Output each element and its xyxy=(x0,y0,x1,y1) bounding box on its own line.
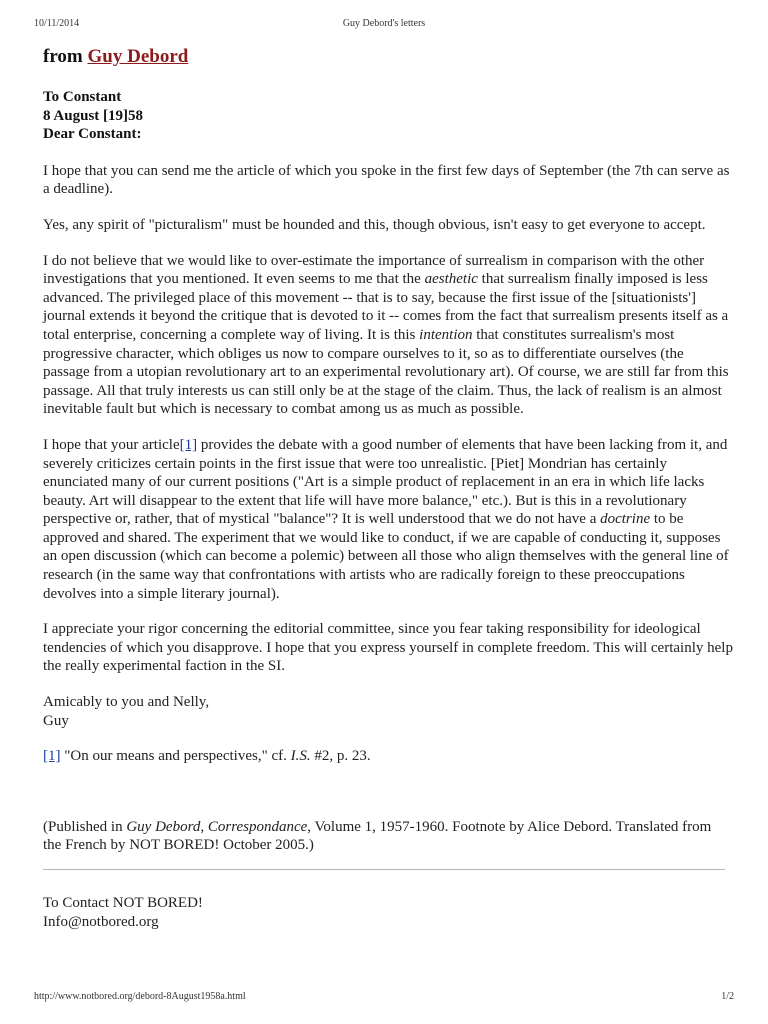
paragraph-3 xyxy=(43,252,733,419)
paragraph-4 xyxy=(43,436,733,603)
letter-content xyxy=(43,46,733,932)
emphasis-author: Guy Debord xyxy=(126,818,201,835)
emphasis-book-title: Correspondance xyxy=(207,818,308,835)
footnote xyxy=(43,747,733,766)
text-run: (Published in xyxy=(43,818,127,835)
print-url: http://www.notbored.org/debord-8August1958a.html xyxy=(34,991,246,1002)
closing-line: Amicably to you and Nelly, xyxy=(43,694,210,711)
emphasis-aesthetic: aesthetic xyxy=(424,271,478,288)
divider xyxy=(43,869,725,870)
text-run: to be approved and shared. The experiment that we would like to conduct, if we are capable of conducting it, supposes an open discussion (which can become a polemic) between all those who align themselves with the general line of research (in the same way that confrontations with artists who are radically foreign to these preoccupations devolves into a simple literary journal). xyxy=(43,511,729,602)
letter-address xyxy=(43,88,733,144)
author-link[interactable]: Guy Debord xyxy=(87,46,189,67)
paragraph-2: Yes, any spirit of "picturalism" must be hounded and this, though obvious, isn't easy to get everyone to accept. xyxy=(43,216,706,233)
text-run: that surrealism finally imposed is less advanced. The privileged place of this movement -- that is to say, because the first issue of the [situationists'] journal extends it beyond the critique that is devoted to it -- comes from the fact that surrealism presents itself as a total enterprise, concerning a complete way of living. It is this xyxy=(43,271,729,343)
page-number: 1/2 xyxy=(721,991,734,1002)
contact-email: Info@notbored.org xyxy=(43,914,159,930)
text-run: I hope that your article xyxy=(43,436,180,453)
text-run: provides the debate with a good number of elements that have been lacking from it, and severely criticizes certain points in the first issue that were too unrealistic. [Piet] Mondrian has certainly enunciated many of our current positions ("Art is a simple product of replacement in an era in which life lacks beauty. Art will disappear to the extent that life will have more balance," etc.). But is this in a revolutionary perspective or, rather, that of mystical "balance"? It is well understood that we do not have a xyxy=(43,436,728,528)
print-date: 10/11/2014 xyxy=(34,18,80,29)
letter-closing xyxy=(43,693,733,730)
publication-note xyxy=(43,818,733,855)
paragraph-1: I hope that you can send me the article of which you spoke in the first few days of September (the 7th can serve as a deadline). xyxy=(43,162,730,198)
text-run: , Volume 1, 1957-1960. Footnote by Alice Debord. Translated from the French by NOT BORED! October 2005.) xyxy=(43,818,712,854)
emphasis-is: I.S. xyxy=(290,748,311,765)
footnote-ref-link[interactable]: [1] xyxy=(179,436,198,453)
salutation: Dear Constant: xyxy=(43,126,142,143)
footnote-back-link[interactable]: [1] xyxy=(43,748,61,765)
paragraph-5: I appreciate your rigor concerning the editorial committee, since you fear taking responsibility for ideological tendencies of which you disapprove. I hope that you express yourself in complete freedom. This will certainly help the really experimental faction in the SI. xyxy=(43,621,733,675)
text-run: "On our means and perspectives," cf. xyxy=(60,748,291,765)
text-run: I do not believe that we would like to over-estimate the importance of surrealism in comparison with the other investigations that you mentioned. It even seems to me that the xyxy=(43,252,705,288)
contact-heading: To Contact NOT BORED! xyxy=(43,895,203,911)
text-run: #2, p. 23. xyxy=(310,748,371,765)
letter-date: 8 August [19]58 xyxy=(43,107,144,124)
emphasis-doctrine: doctrine xyxy=(600,511,651,528)
contact-block xyxy=(43,894,733,932)
print-title: Guy Debord's letters xyxy=(342,18,426,29)
signature: Guy xyxy=(43,712,69,729)
recipient: To Constant xyxy=(43,89,122,105)
text-run: that constitutes surrealism's most progressive character, which obliges us now to compare ourselves to it, so as to differentiate ourselves (the passage from a utopian revolutionary art to an experimental revolutionary art). Of course, we are still far from this passage. All that truly interests us can still only be at the stage of the claim. Thus, the lack of realism is an almost inevitable fault but which is necessary to combat among us as much as possible. xyxy=(43,326,729,418)
from-label: from xyxy=(43,46,83,67)
emphasis-intention: intention xyxy=(419,326,473,343)
page-title xyxy=(43,46,733,68)
text-run: , xyxy=(200,818,208,835)
